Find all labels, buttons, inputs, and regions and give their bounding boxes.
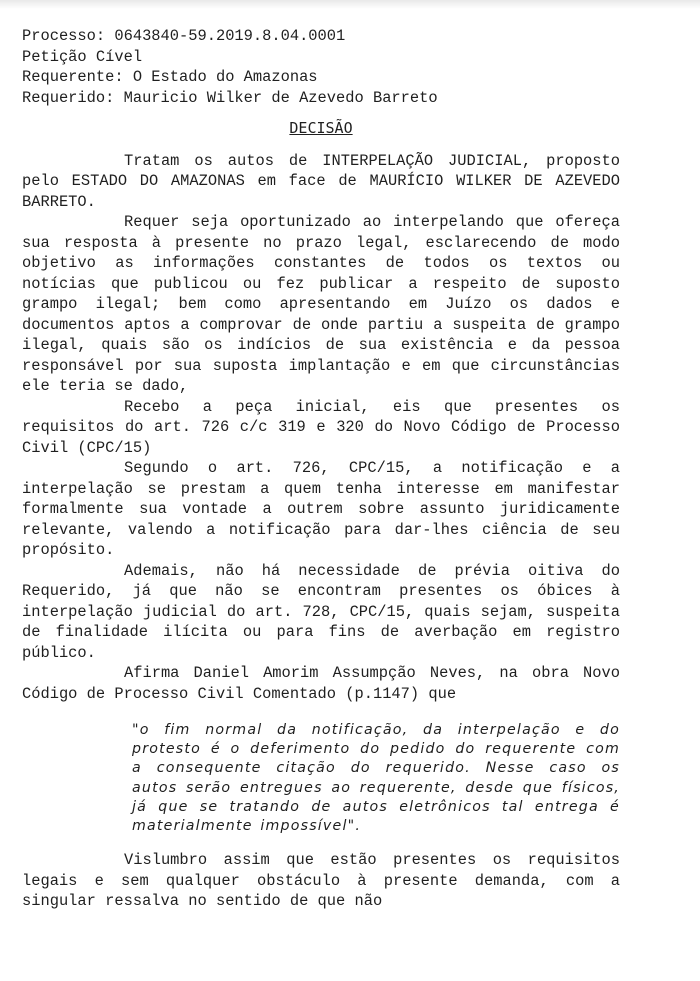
paragraph-5: Ademais, não há necessidade de prévia oitiva do Requerido, já que não se encontram presentes os óbices à interpelação judicial do art. 728, CPC/15, quais sejam, suspeita de finalidade ilícita ou para fins de averbação em registro público. [22, 561, 620, 662]
block-quote: "o fim normal da notificação, da interpelação e do protesto é o deferimento do pedido do requerente com a consequente citação do requerido. Nesse caso os autos serão entregues ao requerente, desde que físicos, já que se tratando de autos eletrônicos tal entrega é materialmente impossível". [132, 722, 620, 835]
page-top-edge [0, 0, 700, 9]
paragraph-1: Tratam os autos de INTERPELAÇÃO JUDICIAL, proposto pelo ESTADO DO AMAZONAS em face de MAURÍCIO WILKER DE AZEVEDO BARRETO. [22, 151, 620, 211]
paragraph-3: Recebo a peça inicial, eis que presentes os requisitos do art. 726 c/c 319 e 320 do Novo Código de Processo Civil (CPC/15) [22, 397, 620, 457]
paragraph-6: Afirma Daniel Amorim Assumpção Neves, na obra Novo Código de Processo Civil Comentado (p.1147) que [22, 664, 620, 703]
paragraph-4: Segundo o art. 726, CPC/15, a notificação e a interpelação se prestam a quem tenha interesse em manifestar formalmente sua vontade a outrem sobre assunto juridicamente relevante, valendo a notificação para dar-lhes ciência de seu propósito. [22, 459, 620, 559]
document-title: DECISÃO [289, 119, 353, 137]
plaintiff: Requerente: O Estado do Amazonas [22, 68, 318, 86]
paragraph-2: Requer seja oportunizado ao interpelando que ofereça sua resposta à presente no prazo legal, esclarecendo de modo objetivo as informações constantes de todos os textos ou notícias que publicou ou fez publicar a respeito de suposto grampo ilegal; bem como apresentando em Juízo os dados e documentos aptos a comprovar de onde partiu a suspeita de grampo ilegal, quais são os indícios de sua existência e da pessoa responsável por sua suposta implantação e em que circunstâncias ele teria se dado, [22, 213, 620, 395]
case-class: Petição Cível [22, 47, 143, 66]
defendant: Requerido: Mauricio Wilker de Azevedo Barreto [22, 88, 438, 107]
process-number: Processo: 0643840-59.2019.8.04.0001 [22, 27, 346, 45]
document-page [22, 26, 620, 912]
closing-paragraph: Vislumbro assim que estão presentes os requisitos legais e sem qualquer obstáculo à presente demanda, com a singular ressalva no sentido de que não [22, 851, 620, 911]
